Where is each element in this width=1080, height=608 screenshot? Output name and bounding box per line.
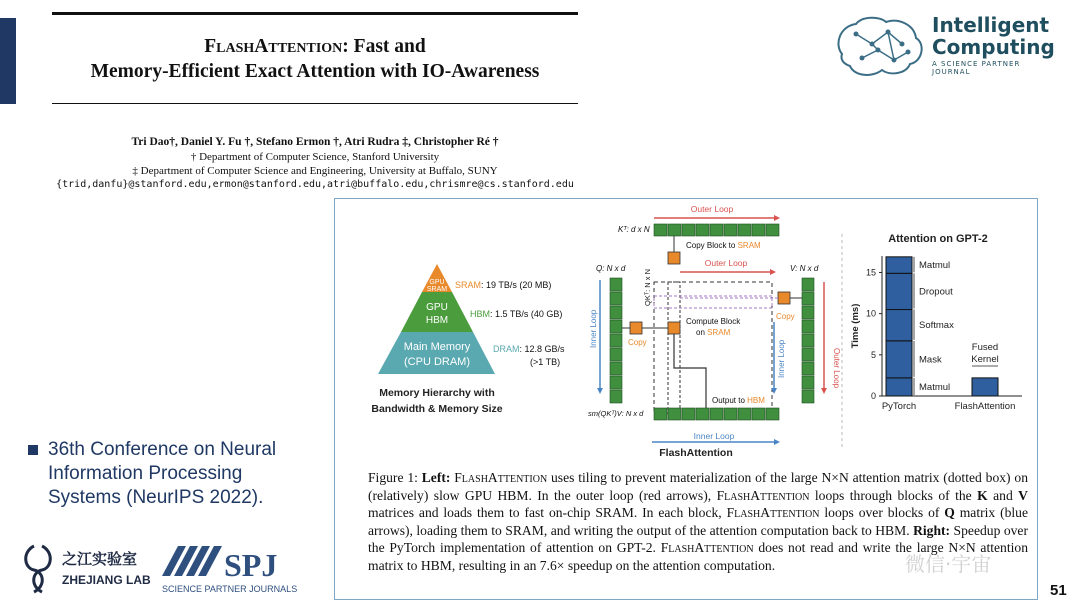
- caption-v: V: [1018, 487, 1028, 503]
- journal-subtitle: A SCIENCE PARTNER JOURNAL: [932, 60, 1021, 76]
- segment-label: Matmul: [919, 260, 951, 272]
- output-block: [654, 408, 667, 420]
- bar-segment: [886, 341, 912, 378]
- spj-stripes-icon: [162, 546, 222, 576]
- compute-on-label: on SRAM: [696, 328, 731, 337]
- title-rule-top: [52, 12, 578, 15]
- accent-bar: [0, 18, 16, 104]
- hbm-spec: HBM: 1.5 TB/s (40 GB): [470, 309, 563, 319]
- kt-block: [654, 224, 667, 236]
- title-rule-bottom: [52, 103, 578, 104]
- caption-text-2: loops through blocks of the: [809, 487, 978, 503]
- kt-block: [710, 224, 723, 236]
- conference-text: 36th Conference on Neural Information Processing Systems (NeurIPS 2022).: [48, 439, 277, 508]
- q-label: Q: N x d: [596, 264, 626, 273]
- y-tick-label: 0: [870, 391, 876, 401]
- copy-right-label: Copy: [776, 312, 795, 321]
- caption-text-7: Speedup over the PyTorch implementation of attention on GPT-2.: [368, 522, 1028, 556]
- output-block: [668, 408, 681, 420]
- authors: Tri Dao†, Daniel Y. Fu †, Stefano Ermon †, Atri Rudra ‡, Christopher Ré †: [131, 136, 499, 148]
- sram-spec: SRAM: 19 TB/s (20 MB): [455, 280, 552, 290]
- pyramid-caption-l2: Bandwidth & Memory Size: [371, 403, 503, 415]
- caption-text-1: uses tiling to prevent materialization of the large N×N attention matrix (dotted box) on (relatively) slow GPU HBM. In the outer loop (red arrows),: [368, 470, 1028, 503]
- bar-segment: [886, 310, 912, 341]
- kt-block: [766, 224, 779, 236]
- kt-copy-block: [668, 252, 680, 264]
- caption-k: K: [977, 487, 988, 503]
- v-block: [802, 278, 814, 291]
- output-block: [738, 408, 751, 420]
- chart-title: Attention on GPT-2: [888, 233, 988, 245]
- v-label: V: N x d: [790, 264, 819, 273]
- caption-text-4: matrices and loads them to fast on-chip SRAM. In each block,: [368, 505, 727, 521]
- pyramid-bottom-l2: (CPU DRAM): [404, 356, 470, 368]
- q-copy-block: [630, 322, 642, 334]
- q-block: [610, 390, 622, 403]
- caption-text-8: does not read and write the large N×N attention matrix to HBM, resulting in an 7.6× speedup on the attention computation.: [368, 540, 1028, 573]
- y-tick-label: 15: [865, 267, 876, 278]
- output-block: [724, 408, 737, 420]
- pyramid-bottom-l1: Main Memory: [403, 341, 471, 353]
- bullet-square-icon: [28, 445, 38, 455]
- v-block: [802, 292, 814, 305]
- flashattention-diagram-title: FlashAttention: [659, 447, 733, 459]
- journal-logo: [832, 14, 1062, 84]
- caption-sc-1: FlashAttention: [454, 470, 548, 485]
- qkt-label: QKᵀ: N x N: [643, 269, 652, 306]
- journal-name-line2: Computing: [932, 35, 1055, 59]
- q-block: [610, 376, 622, 389]
- inner-loop-bottom-label: Inner Loop: [693, 431, 735, 441]
- y-tick-label: 5: [870, 349, 876, 360]
- kt-label: Kᵀ: d x N: [618, 225, 650, 234]
- title-smallcaps: FlashAttention: [204, 36, 343, 57]
- pyramid-mid-l1: GPU: [426, 302, 448, 313]
- output-to-label: Output to HBM: [712, 396, 765, 405]
- bar-segment: [886, 257, 912, 273]
- inner-loop-left-label: Inner Loop: [589, 309, 598, 348]
- zhejiang-lab-logo: [20, 538, 160, 598]
- v-block: [802, 376, 814, 389]
- q-block: [610, 292, 622, 305]
- chart-ylabel: Time (ms): [850, 303, 861, 349]
- attention-gpt2-chart: [850, 233, 1022, 412]
- fused-label-1: Fused: [971, 342, 999, 353]
- flashattention-diagram: [588, 204, 841, 459]
- caption-sc-3: FlashAttention: [726, 505, 820, 521]
- journal-name-line1: Intelligent: [932, 13, 1050, 37]
- bar-segment: [886, 273, 912, 309]
- sm-label: sm(QKᵀ)V: N x d: [588, 409, 644, 418]
- author-emails: {trid,danfu}@stanford.edu,ermon@stanford.edu,atri@buffalo.edu,chrismre@cs.stanford.edu: [56, 179, 574, 190]
- outer-loop-mid-label: Outer Loop: [704, 258, 748, 268]
- output-block: [766, 408, 779, 420]
- outer-loop-right-label: Outer Loop: [832, 348, 841, 389]
- affiliation-1: † Department of Computer Science, Stanford University: [190, 151, 440, 163]
- v-block: [802, 320, 814, 333]
- caption-left: Left:: [421, 470, 455, 485]
- v-block: [802, 362, 814, 375]
- kt-block: [668, 224, 681, 236]
- output-block: [682, 408, 695, 420]
- v-block: [802, 306, 814, 319]
- output-blocks: [654, 408, 779, 420]
- segment-label: Matmul: [919, 381, 951, 393]
- q-block: [610, 348, 622, 361]
- segment-label: Dropout: [919, 286, 953, 298]
- fused-label-2: Kernel: [971, 354, 999, 365]
- output-block: [710, 408, 723, 420]
- q-block: [610, 306, 622, 319]
- caption-text-5: loops over blocks of: [819, 505, 945, 521]
- y-tick-label: 10: [865, 308, 876, 319]
- caption-sc-2: FlashAttention: [716, 487, 810, 503]
- kt-block: [682, 224, 695, 236]
- outer-loop-top-label: Outer Loop: [690, 204, 734, 214]
- pyramid-top-l1: GPU: [429, 279, 445, 286]
- output-block: [696, 408, 709, 420]
- kt-block: [724, 224, 737, 236]
- q-block: [610, 320, 622, 333]
- kt-block: [752, 224, 765, 236]
- output-block: [752, 408, 765, 420]
- caption-right: Right:: [913, 522, 954, 538]
- q-block: [610, 278, 622, 291]
- segment-label: Mask: [919, 354, 942, 366]
- bar-segment: [972, 378, 998, 396]
- bar-segment: [886, 378, 912, 396]
- v-blocks: [802, 278, 814, 403]
- zhejiang-lab-icon: [26, 546, 51, 592]
- q-block: [610, 362, 622, 375]
- pyramid-mid-l2: HBM: [425, 315, 449, 326]
- caption-text-6: matrix (blue arrows), loading them to SRAM, and writing the output of the attention computation back to HBM.: [368, 505, 1029, 538]
- watermark: 微信·宇宙: [905, 552, 992, 576]
- x-category-label: PyTorch: [881, 401, 917, 412]
- brain-icon: [832, 14, 928, 84]
- paper-title: [52, 34, 578, 84]
- title-line2: Memory-Efficient Exact Attention with IO-Awareness: [90, 61, 540, 82]
- q-blocks: [610, 278, 622, 403]
- v-block: [802, 390, 814, 403]
- kt-blocks: [654, 224, 779, 236]
- compute-block-label: Compute Block: [686, 317, 741, 326]
- v-block: [802, 348, 814, 361]
- dram-spec: DRAM: 12.8 GB/s: [493, 344, 565, 354]
- attention-matrix-box: [654, 282, 772, 414]
- x-category-label: FlashAttention: [954, 401, 1016, 412]
- copy-block-label: Copy Block to SRAM: [686, 241, 761, 250]
- kt-block: [696, 224, 709, 236]
- spj-text: SPJ: [224, 547, 278, 583]
- page-number: 51: [1050, 582, 1067, 599]
- zhejiang-en: ZHEJIANG LAB: [62, 573, 151, 587]
- memory-pyramid: [371, 264, 565, 415]
- zhejiang-cn: 之江实验室: [62, 551, 138, 568]
- caption-fig-label: Figure 1:: [368, 470, 422, 485]
- v-block: [802, 334, 814, 347]
- q-block: [610, 334, 622, 347]
- segment-label: Softmax: [919, 320, 954, 332]
- affiliation-2: ‡ Department of Computer Science and Engineering, University at Buffalo, SUNY: [132, 165, 498, 177]
- pyramid-top-l2: SRAM: [426, 286, 448, 293]
- spj-subtitle: SCIENCE PARTNER JOURNALS: [162, 584, 298, 594]
- pyramid-caption-l1: Memory Hierarchy with: [379, 387, 495, 399]
- title-line1-rest: : Fast and: [342, 36, 426, 57]
- compute-block: [668, 322, 680, 334]
- caption-sc-4: FlashAttention: [660, 540, 754, 556]
- copy-left-label: Copy: [628, 338, 647, 347]
- caption-text-3: and: [987, 487, 1019, 503]
- spj-logo: [158, 540, 308, 598]
- v-copy-block: [778, 292, 790, 304]
- figure-1-graphic: [334, 198, 1038, 466]
- caption-q: Q: [944, 505, 955, 521]
- inner-loop-right-label: Inner Loop: [777, 339, 786, 378]
- dram-spec-size: (>1 TB): [530, 357, 561, 367]
- kt-block: [738, 224, 751, 236]
- conference-bullet: [28, 438, 318, 510]
